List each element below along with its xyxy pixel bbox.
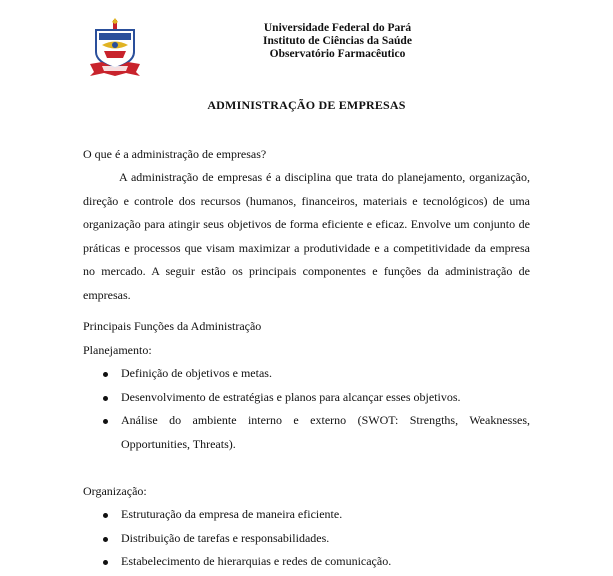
list-item: Definição de objetivos e metas. bbox=[83, 362, 530, 386]
list-item: Estruturação da empresa de maneira eficiente. bbox=[83, 503, 530, 527]
list-item: Desenvolvimento de estratégias e planos para alcançar esses objetivos. bbox=[83, 386, 530, 410]
institute-name: Instituto de Ciências da Saúde bbox=[263, 35, 412, 47]
functions-section bbox=[83, 315, 530, 574]
list-item: Distribuição de tarefas e responsabilidades. bbox=[83, 527, 530, 551]
section-title: Principais Funções da Administração bbox=[83, 319, 262, 333]
planejamento-heading: Planejamento: bbox=[83, 342, 152, 357]
list-item: Estabelecimento de hierarquias e redes de comunicação. bbox=[83, 550, 530, 574]
university-name: Universidade Federal do Pará bbox=[263, 22, 412, 34]
list-item: Análise do ambiente interno e externo (SWOT: Strengths, Weaknesses, Opportunities, Threats). bbox=[83, 409, 530, 456]
intro-paragraph: A administração de empresas é a disciplina que trata do planejamento, organização, direção e controle dos recursos (humanos, financeiros, materiais e tecnológicos) de uma organização para atingir seus objetivos de forma eficiente e eficaz. Envolve um conjunto de práticas e processos que visam maximizar a produtividade e a competitividade da empresa no mercado. A seguir estão os principais componentes e funções da administração de empresas. bbox=[83, 170, 530, 302]
question-text: O que é a administração de empresas? bbox=[83, 147, 267, 161]
organizacao-heading: Organização: bbox=[83, 483, 147, 498]
planejamento-list bbox=[83, 362, 530, 456]
document-title: ADMINISTRAÇÃO DE EMPRESAS bbox=[207, 98, 406, 112]
organizacao-list bbox=[83, 503, 530, 574]
observatory-name: Observatório Farmacêutico bbox=[269, 48, 406, 60]
institution-header bbox=[0, 22, 613, 61]
